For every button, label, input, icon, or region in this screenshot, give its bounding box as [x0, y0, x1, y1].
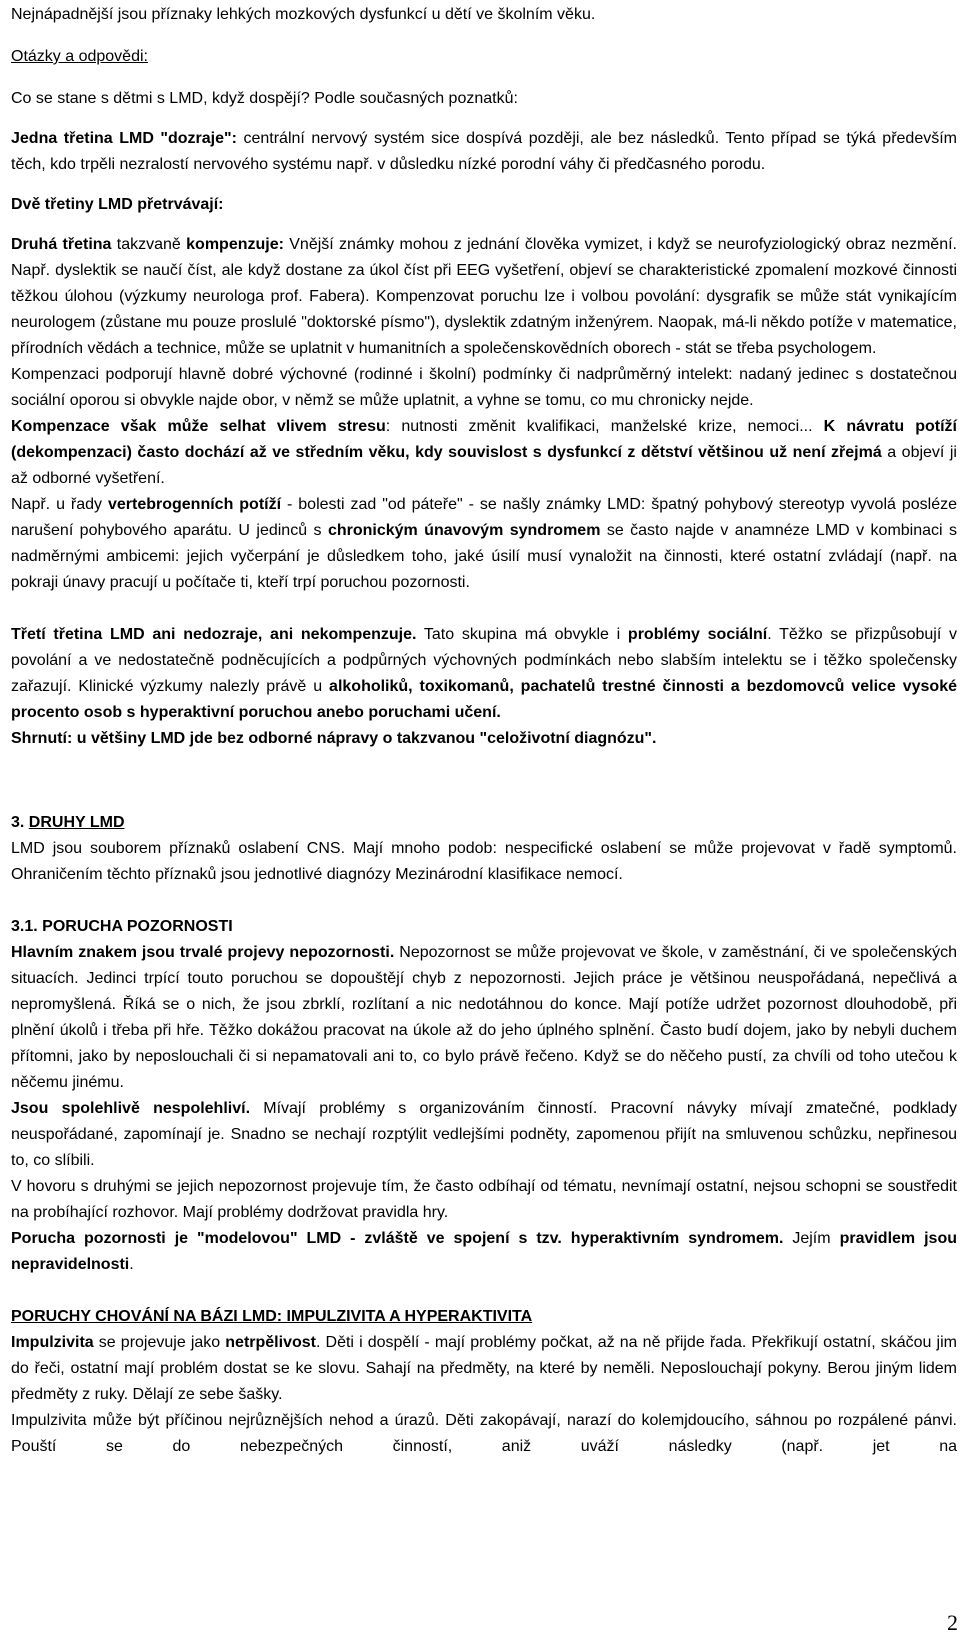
- document-page: [11, 0, 957, 1460]
- third-third-bold-3: alkoholiků, toxikomanů, pachatelů trestné činnosti a bezdomovců velice vysoké procento osob s hyperaktivní poruchou anebo poruchami učení.: [11, 678, 957, 721]
- reliable-text-1: Mívají problémy s organizováním činností. Pracovní návyky mívají zmatečné, podklady neuspořádané, zapomínají je. Snadno se nechají rozptýlit vedlejšími podněty, zapomenou přijít na smluvenou schůzku, nepřinesou to, co slíbili.: [11, 1100, 957, 1169]
- impulse-text-3: Impulzivita může být příčinou nejrůznějších nehod a úrazů. Děti zakopávají, narazí do kolemjdoucího, sáhnou po rozpálené pánvi. Pouští se do nebezpečných činností, aniž uváží následky (např. jet na: [11, 1412, 957, 1455]
- question-tail: Podle současných poznatků:: [314, 90, 518, 107]
- types-heading-title: DRUHY LMD: [28, 814, 125, 831]
- example-text-3: se často najde v anamnéze LMD v kombinaci s nadměrnými ambicemi: jejich vyčerpání je důsledkem toho, jaké úsilí musí vynaložit na činnosti, které ostatní zvládají (např. na pokraji únavy pracují u počítače ti, kteří trpí poruchou pozornosti.: [11, 522, 958, 591]
- example-text-1: Např. u řady: [11, 496, 108, 513]
- failure-text-2: a objeví ji až odborné vyšetření.: [11, 444, 957, 487]
- question-text: Co se stane s dětmi s LMD, když dospějí?: [11, 90, 310, 107]
- support-text: Kompenzaci podporují hlavně dobré výchovné (rodinné i školní) podmínky či nadprůměrný intelekt: nadaný jedinec s dostatečnou sociální oporou si obvykle najde obor, v němž se může uplatnit, a vyhne se tomu, co mu chronicky nejde.: [11, 366, 957, 409]
- model-text-1: Jejím: [783, 1230, 840, 1247]
- spacer: [11, 178, 957, 192]
- summary-paragraph: [11, 726, 957, 752]
- second-third-lead: Druhá třetina: [11, 236, 112, 253]
- two-thirds-heading-text: Dvě třetiny LMD přetrvávají:: [11, 196, 224, 213]
- types-heading-number: 3.: [11, 814, 29, 831]
- reliable-bold-1: Jsou spolehlivě nespolehliví.: [11, 1100, 251, 1117]
- first-third-lead: Jedna třetina LMD "dozraje":: [11, 130, 237, 147]
- types-text: LMD jsou souborem příznaků oslabení CNS. Mají mnoho podob: nespecifické oslabení se může projevovat v řadě symptomů. Ohraničením těchto příznaků jsou jednotlivé diagnózy Mezinárodní klasifikace nemocí.: [11, 840, 957, 883]
- third-third-bold-1: Třetí třetina LMD ani nedozraje, ani nekompenzuje.: [11, 626, 417, 643]
- second-third-compensates: kompenzuje:: [186, 236, 284, 253]
- impulse-heading: [11, 1304, 957, 1330]
- model-bold-2: pravidlem jsou nepravidelnosti: [11, 1230, 958, 1273]
- impulse-paragraph-1: [11, 1330, 957, 1408]
- spacer: [11, 888, 957, 914]
- first-third-paragraph: [11, 126, 957, 178]
- spacer: [11, 218, 957, 232]
- attention-paragraph: [11, 940, 957, 1096]
- failure-text-1: : nutnosti změnit kvalifikaci, manželské krize, nemoci...: [385, 418, 824, 435]
- example-paragraph: [11, 492, 957, 596]
- reliable-paragraph: [11, 1096, 957, 1174]
- qa-heading-text: Otázky a odpovědi:: [11, 48, 148, 65]
- spacer: [11, 1278, 957, 1304]
- failure-bold-1: Kompenzace však může selhat vlivem stresu: [11, 418, 386, 435]
- talk-paragraph: [11, 1174, 957, 1226]
- failure-bold-2: K návratu potíží (dekompenzaci) často dochází až ve středním věku, kdy souvislost s dysfunkcí z dětství většinou už není zřejmá: [11, 418, 957, 461]
- third-third-bold-2: problémy sociální: [627, 626, 768, 643]
- spacer: [11, 596, 957, 622]
- third-third-text-1: Tato skupina má obvykle i: [416, 626, 628, 643]
- impulse-bold-2: netrpělivost: [225, 1334, 316, 1351]
- attention-heading-title: PORUCHA POZORNOSTI: [42, 918, 233, 935]
- question-paragraph: [11, 86, 957, 112]
- model-paragraph: [11, 1226, 957, 1278]
- example-bold-1: vertebrogenních potíží: [107, 496, 282, 513]
- summary-text: Shrnutí: u většiny LMD jde bez odborné nápravy o takzvanou "celoživotní diagnózu".: [11, 730, 657, 747]
- impulse-heading-text: PORUCHY CHOVÁNÍ NA BÁZI LMD: IMPULZIVITA A HYPERAKTIVITA: [11, 1308, 533, 1325]
- third-third-paragraph: [11, 622, 957, 726]
- spacer: [11, 752, 957, 810]
- impulse-text-1: se projevuje jako: [93, 1334, 226, 1351]
- types-heading: [11, 810, 957, 836]
- qa-heading: [11, 44, 957, 70]
- spacer: [11, 28, 957, 44]
- attention-heading: [11, 914, 957, 940]
- example-text-2: - bolesti zad "od páteře" - se našly známky LMD: špatný pohybový stereotyp vyvolá posléze narušení pohybového aparátu. U jedinců s: [11, 496, 958, 539]
- two-thirds-heading: [11, 192, 957, 218]
- model-bold-1: Porucha pozornosti je "modelovou" LMD - zvláště ve spojení s tzv. hyperaktivním syndromem.: [11, 1230, 784, 1247]
- example-bold-2: chronickým únavovým syndromem: [327, 522, 601, 539]
- impulse-text-2: . Děti i dospělí - mají problémy počkat, až na ně přijde řada. Překřikují ostatní, skáčou jim do řeči, ostatní mají problém dostat se ke slovu. Sahají na předměty, na které by neměli. Neposlouchají pokyny. Berou jiným lidem předměty z ruky. Dělají ze sebe šašky.: [11, 1334, 957, 1403]
- support-paragraph: [11, 362, 957, 414]
- second-third-paragraph: [11, 232, 957, 362]
- impulse-paragraph-2: [11, 1408, 957, 1460]
- impulse-bold-1: Impulzivita: [11, 1334, 94, 1351]
- types-paragraph: [11, 836, 957, 888]
- page-number: 2: [947, 1610, 958, 1635]
- attention-bold-1: Hlavním znakem jsou trvalé projevy nepozornosti.: [11, 944, 395, 961]
- failure-paragraph: [11, 414, 957, 492]
- second-third-text-1: takzvaně: [111, 236, 187, 253]
- second-third-text-2: Vnější známky mohou z jednání člověka vymizet, i když se neurofyziologický obraz nezmění. Např. dyslektik se naučí číst, ale když dostane za úkol číst při EEG vyšetření, objeví se charakteristické zpomalení mozkové činnosti těžkou úlohou (výzkumy neurologa prof. Fabera). Kompenzovat poruchu lze i volbou povolání: dysgrafik se může stát vynikajícím neurologem (zůstane mu pouze proslulé "doktorské písmo"), dyslektik zdatným inženýrem. Naopak, má-li někdo potíže v matematice, přírodních vědách a technice, může se uplatnit v humanitních a společenskovědních oborech - stát se třeba psychologem.: [11, 236, 957, 357]
- third-third-text-2: . Těžko se přizpůsobují v povolání a ve nedostatečně podněcujících a podpůrných výchovných podmínkách nebo slabším intelektu se i těžko společensky zařazují. Klinické výzkumy nalezly právě u: [11, 626, 957, 695]
- talk-text: V hovoru s druhými se jejich nepozornost projevuje tím, že často odbíhají od tématu, nevnímají ostatní, nejsou schopni se soustředit na probíhající rozhovor. Mají problémy dodržovat pravidla hry.: [11, 1178, 957, 1221]
- attention-heading-number: 3.1.: [11, 918, 43, 935]
- spacer: [11, 112, 957, 126]
- model-text-2: .: [129, 1256, 134, 1273]
- spacer: [11, 70, 957, 86]
- intro-paragraph: [11, 2, 957, 28]
- intro-text: Nejnápadnější jsou příznaky lehkých mozkových dysfunkcí u dětí ve školním věku.: [11, 6, 596, 23]
- attention-text-1: Nepozornost se může projevovat ve škole, v zaměstnání, či ve společenských situacích. Jedinci trpící touto poruchou se dopouštějí chyb z nepozornosti. Jejich práce je většinou neuspořádaná, nepečlivá a nepromyšlená. Říká se o nich, že jsou zbrklí, rozlítaní a nic nedotáhnou do konce. Mají potíže udržet pozornost dlouhodobě, při plnění úkolů i třeba při hře. Těžko dokážou pracovat na úkole až do jeho úplného splnění. Často budí dojem, jako by nebyli duchem přítomni, jako by neposlouchali či si nepamatovali ani to, co bylo právě řečeno. Když se do něčeho pustí, za chvíli od toho utečou k něčemu jinému.: [11, 944, 957, 1091]
- first-third-text: centrální nervový systém sice dospívá později, ale bez následků. Tento případ se týká především těch, kdo trpěli nezralostí nervového systému např. v důsledku nízké porodní váhy či předčasného porodu.: [11, 130, 957, 173]
